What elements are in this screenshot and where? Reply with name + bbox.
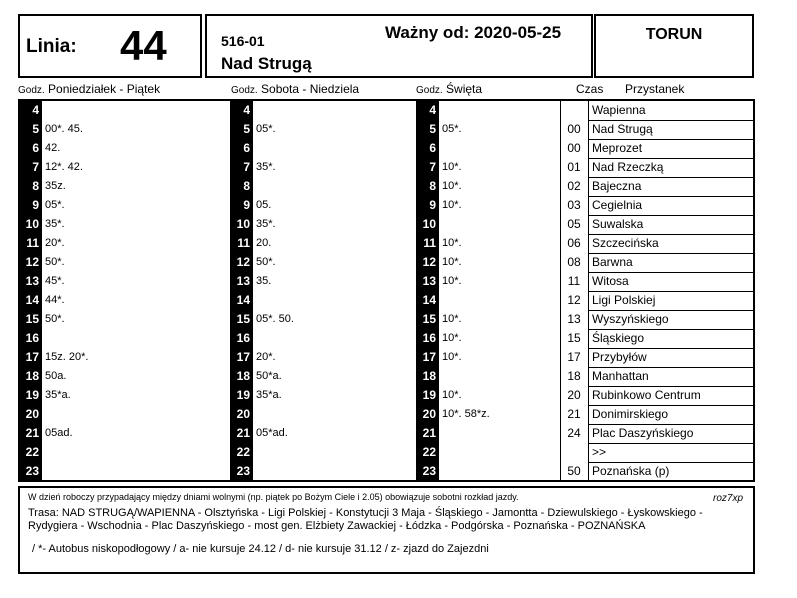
route-stop: Poznańska (p) xyxy=(592,464,670,478)
holiday-hour: 4 xyxy=(417,101,439,120)
weekend-header: Godz. Sobota - Niedziela xyxy=(231,82,360,96)
route-stop: Przybyłów xyxy=(592,350,647,364)
holiday-hour: 10 xyxy=(417,215,439,234)
weekend-hour: 17 xyxy=(231,348,253,367)
weekday-hour: 10 xyxy=(20,215,42,234)
weekday-hour: 4 xyxy=(20,101,42,120)
route-divider xyxy=(588,348,755,349)
route-time: 20 xyxy=(567,388,581,402)
weekday-hour: 22 xyxy=(20,443,42,462)
weekday-minutes: 15z. 20*. xyxy=(45,351,89,363)
line-box xyxy=(18,14,202,78)
route-stop: Wyszyńskiego xyxy=(592,312,669,326)
weekday-hour: 13 xyxy=(20,272,42,291)
weekday-minutes: 05ad. xyxy=(45,427,73,439)
weekday-hour: 12 xyxy=(20,253,42,272)
weekday-minutes: 50*. xyxy=(45,256,65,268)
holiday-hour: 19 xyxy=(417,386,439,405)
holiday-minutes: 10*. xyxy=(442,161,462,173)
holiday-minutes: 10*. xyxy=(442,332,462,344)
weekday-hour: 11 xyxy=(20,234,42,253)
route-time: 21 xyxy=(567,407,581,421)
route-divider xyxy=(588,253,755,254)
weekend-hour: 8 xyxy=(231,177,253,196)
holiday-hour: 15 xyxy=(417,310,439,329)
holiday-hour: 20 xyxy=(417,405,439,424)
holiday-hour: 22 xyxy=(417,443,439,462)
weekday-minutes: 35*a. xyxy=(45,389,71,401)
weekday-minutes: 42. xyxy=(45,142,61,154)
route-divider xyxy=(588,215,755,216)
route-divider xyxy=(588,177,755,178)
holiday-hour: 21 xyxy=(417,424,439,443)
route-time: 06 xyxy=(567,236,581,250)
holiday-minutes: 10*. xyxy=(442,313,462,325)
weekend-hour: 23 xyxy=(231,462,253,481)
valid-from: Ważny od: 2020-05-25 xyxy=(385,23,562,42)
holiday-hour: 23 xyxy=(417,462,439,481)
holiday-hour: 13 xyxy=(417,272,439,291)
footer-route: Trasa: NAD STRUGĄ/WAPIENNA - Olsztyńska - Ligi Polskiej - Konstytucji 3 Maja - Śląskiego - Jamontta - Dziewulskiego - Łyskowskiego - Rydygiera - Wschodnia - Plac Daszyńskiego - most gen. Elżbiety Zawackiej - Łódzka - Podgórska - Poznańska - POZNAŃSKA xyxy=(28,507,703,532)
city-box xyxy=(594,14,754,78)
route-stop: Witosa xyxy=(592,274,629,288)
weekday-header: Godz. Poniedziałek - Piątek xyxy=(18,82,161,96)
route-divider xyxy=(588,120,755,121)
weekend-hour: 4 xyxy=(231,101,253,120)
route-time: 08 xyxy=(567,255,581,269)
weekend-minutes: 05*ad. xyxy=(256,427,288,439)
route-time: 18 xyxy=(567,369,581,383)
route-stop: Nad Strugą xyxy=(592,122,653,136)
route-time: 01 xyxy=(567,160,581,174)
weekday-hour: 23 xyxy=(20,462,42,481)
weekend-hour: 15 xyxy=(231,310,253,329)
weekday-hour: 20 xyxy=(20,405,42,424)
weekday-hour: 7 xyxy=(20,158,42,177)
line-label: Linia: xyxy=(26,36,77,57)
route-time: 02 xyxy=(567,179,581,193)
weekend-hour: 11 xyxy=(231,234,253,253)
holiday-hour: 18 xyxy=(417,367,439,386)
route-stop: Cegielnia xyxy=(592,198,643,212)
holiday-minutes: 10*. xyxy=(442,351,462,363)
weekday-hour: 16 xyxy=(20,329,42,348)
weekend-hour: 9 xyxy=(231,196,253,215)
weekday-hour: 8 xyxy=(20,177,42,196)
weekday-minutes: 50a. xyxy=(45,370,67,382)
weekday-hour: 6 xyxy=(20,139,42,158)
route-divider xyxy=(588,424,755,425)
weekend-minutes: 35*a. xyxy=(256,389,282,401)
route-stop: Szczecińska xyxy=(592,236,659,250)
route-stop: Suwalska xyxy=(592,217,644,231)
route-divider xyxy=(588,329,755,330)
route-time: 24 xyxy=(567,426,581,440)
weekday-hour: 17 xyxy=(20,348,42,367)
weekday-minutes: 45*. xyxy=(45,275,65,287)
weekend-minutes: 05. xyxy=(256,199,272,211)
weekend-minutes: 05*. xyxy=(256,123,276,135)
holiday-hour: 7 xyxy=(417,158,439,177)
route-divider xyxy=(588,196,755,197)
przystanek-header: Przystanek xyxy=(625,82,685,96)
weekend-minutes: 35*. xyxy=(256,161,276,173)
footer-legend: / *- Autobus niskopodłogowy / a- nie kursuje 24.12 / d- nie kursuje 31.12 / z- zjazd do Zajezdni xyxy=(32,543,489,555)
weekend-hour: 20 xyxy=(231,405,253,424)
weekday-minutes: 12*. 42. xyxy=(45,161,83,173)
holiday-hour: 16 xyxy=(417,329,439,348)
weekend-hour: 18 xyxy=(231,367,253,386)
route-time: 00 xyxy=(567,122,581,136)
weekend-hour: 16 xyxy=(231,329,253,348)
route-stop: Ligi Polskiej xyxy=(592,293,656,307)
weekday-minutes: 35*. xyxy=(45,218,65,230)
route-divider xyxy=(588,291,755,292)
weekend-hour: 13 xyxy=(231,272,253,291)
weekday-minutes: 44*. xyxy=(45,294,65,306)
stop-code: 516-01 xyxy=(221,33,265,49)
holiday-hour: 14 xyxy=(417,291,439,310)
weekend-minutes: 20. xyxy=(256,237,272,249)
weekend-minutes: 05*. 50. xyxy=(256,313,294,325)
holiday-minutes: 10*. xyxy=(442,237,462,249)
stop-name: Nad Strugą xyxy=(221,54,312,73)
holiday-minutes: 10*. xyxy=(442,256,462,268)
holiday-minutes: 10*. 58*z. xyxy=(442,408,490,420)
route-time: 05 xyxy=(567,217,581,231)
weekend-hour: 21 xyxy=(231,424,253,443)
route-stop: Meprozet xyxy=(592,141,643,155)
holiday-minutes: 10*. xyxy=(442,199,462,211)
holiday-hour: 8 xyxy=(417,177,439,196)
route-stop: Wapienna xyxy=(592,103,646,117)
city-name: TORUN xyxy=(645,26,703,43)
line-number: 44 xyxy=(120,22,167,69)
weekday-minutes: 35z. xyxy=(45,180,66,192)
holiday-hour: 17 xyxy=(417,348,439,367)
route-divider xyxy=(588,158,755,159)
weekday-hour: 14 xyxy=(20,291,42,310)
route-time: 00 xyxy=(567,141,581,155)
weekend-hour: 10 xyxy=(231,215,253,234)
holiday-hour: 11 xyxy=(417,234,439,253)
holiday-hour: 9 xyxy=(417,196,439,215)
weekday-hour: 9 xyxy=(20,196,42,215)
route-stop: Barwna xyxy=(592,255,633,269)
weekend-hour: 6 xyxy=(231,139,253,158)
weekday-minutes: 05*. xyxy=(45,199,65,211)
route-divider xyxy=(588,234,755,235)
route-time: 11 xyxy=(567,274,581,288)
route-stop: Nad Rzeczką xyxy=(592,160,664,174)
weekend-minutes: 35*. xyxy=(256,218,276,230)
weekend-hour: 14 xyxy=(231,291,253,310)
weekday-minutes: 50*. xyxy=(45,313,65,325)
holiday-hour: 5 xyxy=(417,120,439,139)
holiday-hour: 12 xyxy=(417,253,439,272)
holiday-minutes: 10*. xyxy=(442,180,462,192)
weekend-hour: 19 xyxy=(231,386,253,405)
route-time: 12 xyxy=(567,293,581,307)
stop-box xyxy=(205,14,593,78)
weekend-hour: 5 xyxy=(231,120,253,139)
weekday-minutes: 00*. 45. xyxy=(45,123,83,135)
holiday-header: Godz. Święta xyxy=(416,82,483,96)
timetable-grid xyxy=(18,99,755,482)
weekend-minutes: 50*. xyxy=(256,256,276,268)
holiday-minutes: 10*. xyxy=(442,389,462,401)
route-stop: Manhattan xyxy=(592,369,649,383)
route-time: 50 xyxy=(567,464,581,478)
route-stop: Bajeczna xyxy=(592,179,642,193)
weekday-hour: 15 xyxy=(20,310,42,329)
route-stop: >> xyxy=(592,445,607,459)
weekend-minutes: 35. xyxy=(256,275,272,287)
route-divider xyxy=(588,443,755,444)
footer-note: W dzień roboczy przypadający między dniami wolnymi (np. piątek po Bożym Ciele i 2.05) obowiązuje sobotni rozkład jazdy. xyxy=(28,492,519,502)
route-divider xyxy=(588,139,755,140)
footer-box xyxy=(18,486,755,574)
holiday-hour: 6 xyxy=(417,139,439,158)
holiday-minutes: 05*. xyxy=(442,123,462,135)
route-time: 17 xyxy=(567,350,581,364)
route-divider xyxy=(588,386,755,387)
route-divider xyxy=(588,405,755,406)
czas-header: Czas xyxy=(576,82,604,96)
weekday-hour: 19 xyxy=(20,386,42,405)
weekday-hour: 18 xyxy=(20,367,42,386)
weekday-minutes: 20*. xyxy=(45,237,65,249)
weekend-minutes: 50*a. xyxy=(256,370,282,382)
weekend-hour: 7 xyxy=(231,158,253,177)
weekend-minutes: 20*. xyxy=(256,351,276,363)
weekday-hour: 21 xyxy=(20,424,42,443)
route-divider xyxy=(588,310,755,311)
weekend-hour: 12 xyxy=(231,253,253,272)
route-time: 15 xyxy=(567,331,581,345)
route-stop: Śląskiego xyxy=(592,331,645,345)
footer-code: roz7xp xyxy=(712,493,743,504)
route-time: 03 xyxy=(567,198,581,212)
route-divider xyxy=(588,367,755,368)
route-divider xyxy=(588,272,755,273)
route-stop: Donimirskiego xyxy=(592,407,669,421)
route-stop: Plac Daszyńskiego xyxy=(592,426,694,440)
weekend-hour: 22 xyxy=(231,443,253,462)
route-time: 13 xyxy=(567,312,581,326)
route-stop: Rubinkowo Centrum xyxy=(592,388,701,402)
holiday-minutes: 10*. xyxy=(442,275,462,287)
route-divider xyxy=(588,462,755,463)
weekday-hour: 5 xyxy=(20,120,42,139)
